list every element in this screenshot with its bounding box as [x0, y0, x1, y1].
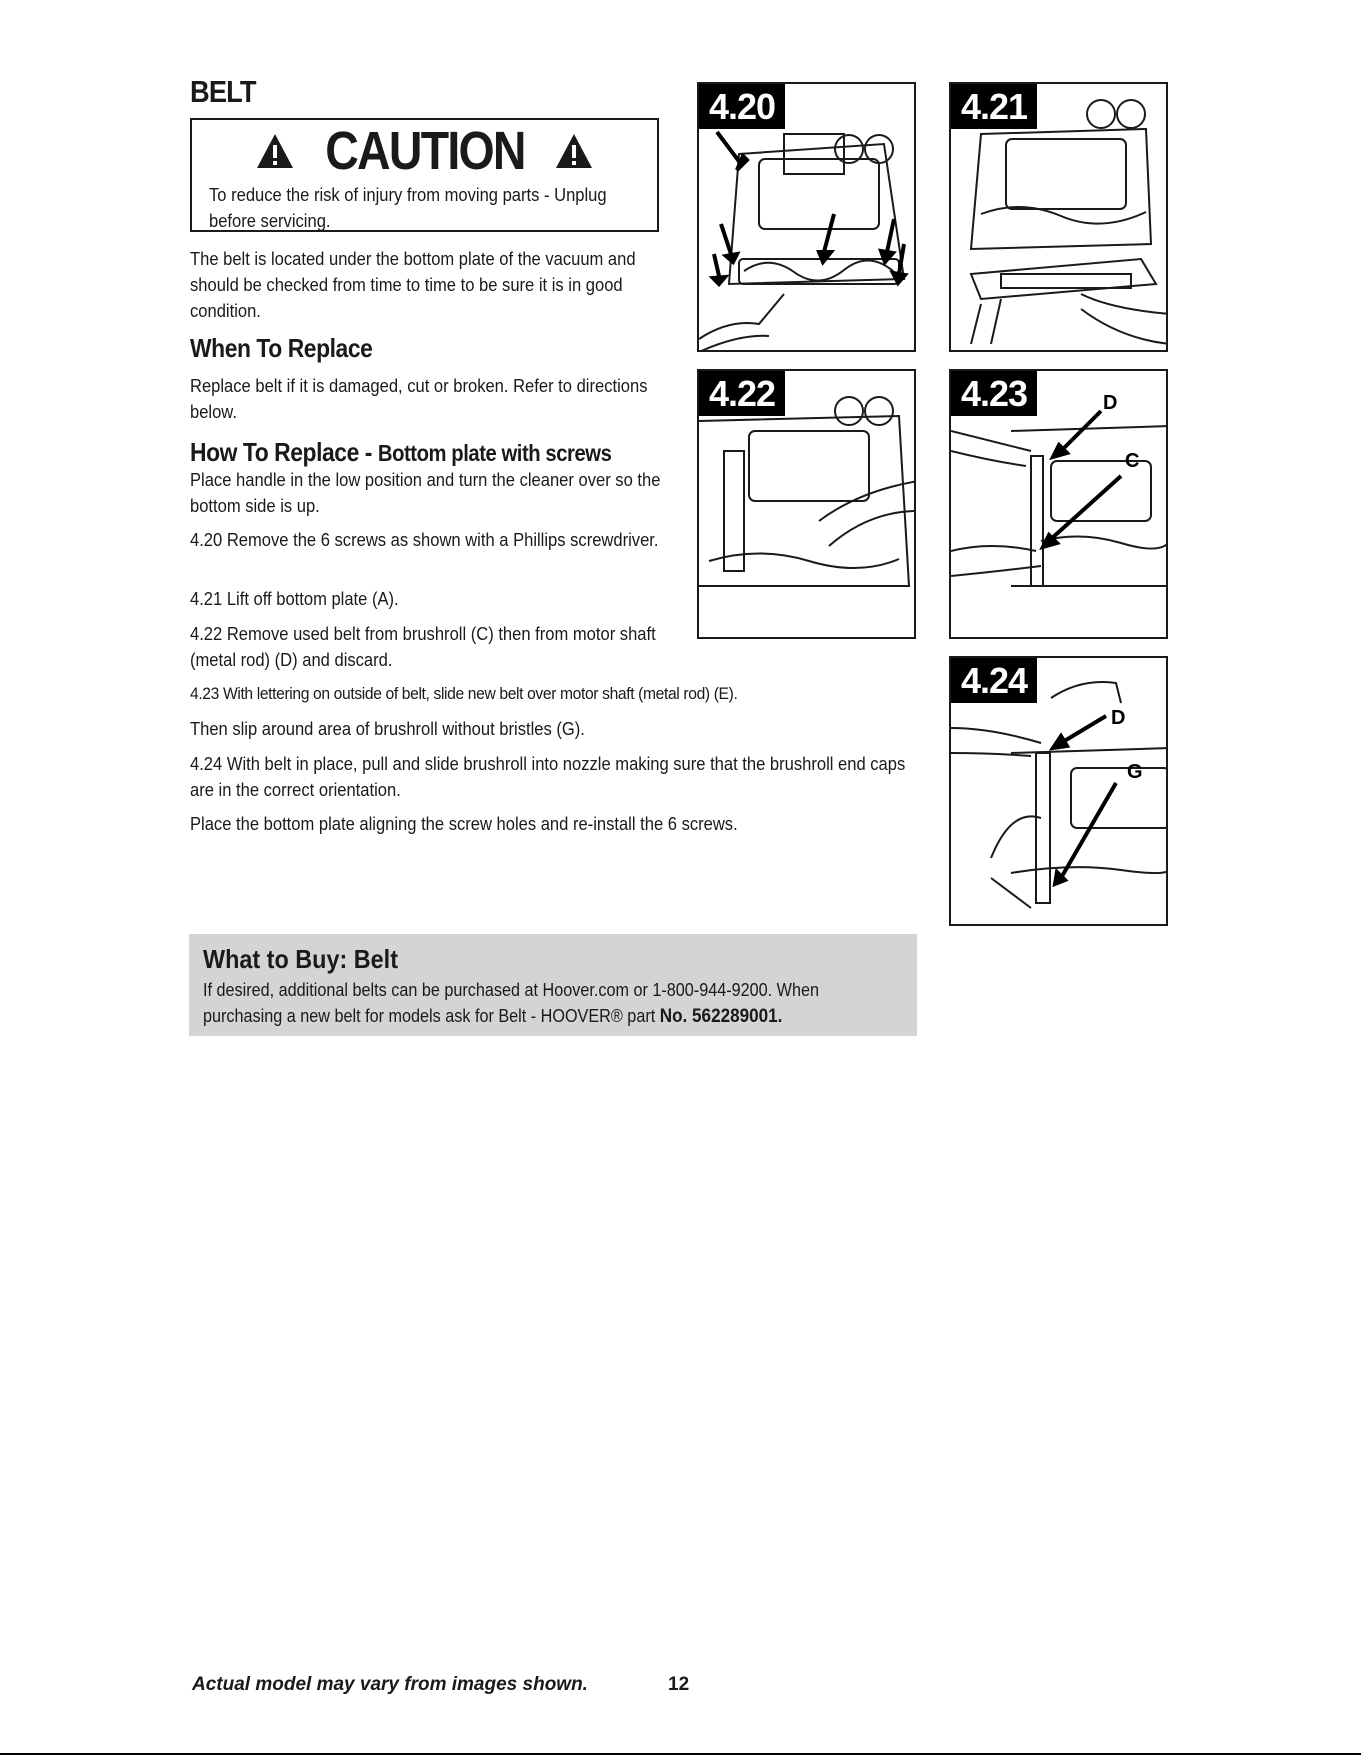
footer-note: Actual model may vary from images shown.	[192, 1674, 588, 1695]
step-4-23: 4.23 With lettering on outside of belt, slide new belt over motor shaft (metal rod) (E).	[190, 684, 738, 703]
figure-label: 4.22	[699, 371, 785, 416]
what-to-buy-heading: What to Buy: Belt	[203, 944, 398, 974]
what-to-buy-body: If desired, additional belts can be purchased at Hoover.com or 1-800-944-9200. When purchasing a new belt for models ask for Belt - HOOVER® part	[203, 980, 819, 1026]
figure-4-24	[949, 656, 1168, 926]
step-4-22: 4.22 Remove used belt from brushroll (C) then from motor shaft (metal rod) (D) and discard.	[190, 624, 656, 670]
figure-label: 4.23	[951, 371, 1037, 416]
intro-paragraph: The belt is located under the bottom plate of the vacuum and should be checked from time to time to be sure it is in good condition.	[190, 249, 636, 321]
callout-c: C	[1125, 450, 1140, 472]
figure-4-20	[697, 82, 916, 352]
section-title: BELT	[190, 74, 256, 109]
caution-text: To reduce the risk of injury from moving parts - Unplug before servicing.	[209, 185, 607, 231]
heading-dash: -	[364, 437, 372, 467]
how-to-replace-heading	[190, 437, 611, 468]
step-4-24: 4.24 With belt in place, pull and slide brushroll into nozzle making sure that the brushroll end caps are in the correct orientation.	[190, 754, 906, 800]
caution-box	[190, 118, 659, 232]
page-number: 12	[668, 1674, 690, 1695]
caution-heading: CAUTION	[324, 121, 525, 181]
what-to-buy-text	[203, 977, 887, 1030]
final-step: Place the bottom plate aligning the screw holes and re-install the 6 screws.	[190, 814, 738, 834]
callout-d: D	[1103, 392, 1118, 414]
when-to-replace-text: Replace belt if it is damaged, cut or broken. Refer to directions below.	[190, 376, 648, 422]
callout-d: D	[1111, 707, 1126, 729]
how-to-replace-intro: Place handle in the low position and turn the cleaner over so the bottom side is up.	[190, 470, 661, 516]
figure-4-23	[949, 369, 1168, 639]
page-bottom-rule	[0, 1753, 1361, 1755]
when-to-replace-heading: When To Replace	[190, 333, 373, 363]
part-number: No. 562289001.	[659, 1006, 783, 1027]
caution-heading-row	[192, 120, 657, 182]
how-to-replace-title: How To Replace	[190, 437, 359, 467]
how-to-replace-subtitle: Bottom plate with screws	[377, 440, 612, 466]
figure-4-22	[697, 369, 916, 639]
warning-icon	[255, 132, 295, 170]
warning-icon	[554, 132, 594, 170]
step-4-21: 4.21 Lift off bottom plate (A).	[190, 589, 399, 609]
step-4-20: 4.20 Remove the 6 screws as shown with a Phillips screwdriver.	[190, 530, 659, 550]
callout-g: G	[1127, 761, 1143, 783]
figure-label: 4.24	[951, 658, 1037, 703]
figure-label: 4.21	[951, 84, 1037, 129]
step-4-23-cont: Then slip around area of brushroll without bristles (G).	[190, 719, 585, 739]
figure-4-21	[949, 82, 1168, 352]
what-to-buy-box	[189, 934, 917, 1036]
figure-label: 4.20	[699, 84, 785, 129]
